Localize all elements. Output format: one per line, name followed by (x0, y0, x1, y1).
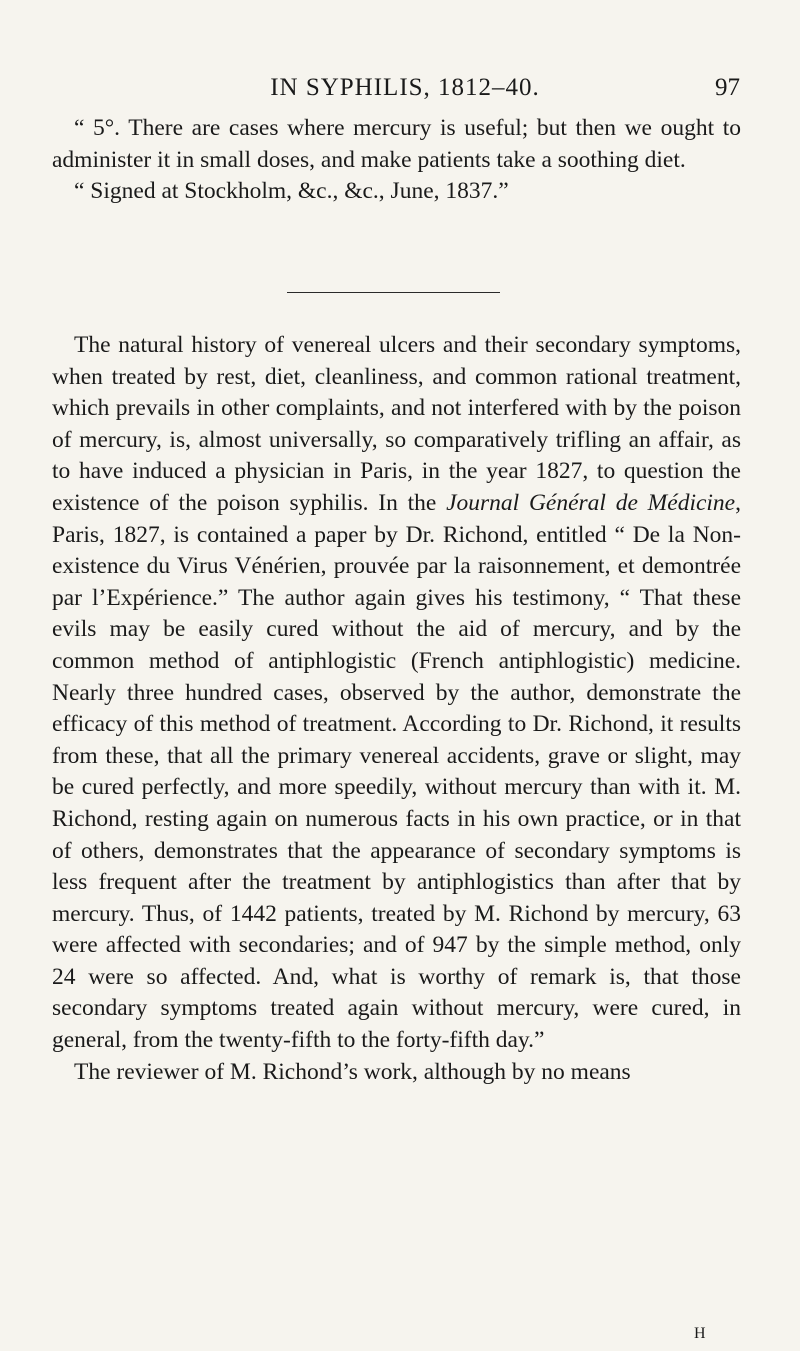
paragraph-text-a: The natural history of venereal ulcers and their secondary symptoms, when treated by rest, diet, cleanliness, and common rational treatment, which prevails in other complaints, and not interfered with by the poison of mercury, is, almost universally, so comparatively trifling an affair, as to have induced a physician in Paris, in the year 1827, to question the existence of the poison syphilis. In the (52, 332, 741, 516)
page-number: 97 (715, 74, 740, 101)
section-divider (287, 292, 500, 293)
main-text (52, 330, 741, 1088)
running-head: IN SYPHILIS, 1812–40. (270, 74, 540, 101)
numbered-point: “ 5°. There are cases where mercury is useful; but then we ought to administer it in small doses, and make patients take a soothing diet. (52, 115, 741, 173)
quoted-conclusion (52, 113, 741, 208)
signature-line: “ Signed at Stockholm, &c., &c., June, 1837.” (74, 178, 509, 205)
paragraph-reviewer: The reviewer of M. Richond’s work, although by no means (74, 1058, 631, 1085)
signature-mark: H (694, 1325, 707, 1342)
paragraph-text-b: , Paris, 1827, is contained a paper by Dr. Richond, entitled “ De la Non-existence du Virus Vénérien, prouvée par la raisonnement, et demontrée par l’Expérience.” The author again gives his testimony, “ That these evils may be easily cured without the aid of mercury, and by the common method of antiphlogistic (French antiphlogistic) medicine. Nearly three hundred cases, observed by the author, demonstrate the efficacy of this method of treatment. According to Dr. Richond, it results from these, that all the primary venereal accidents, grave or slight, may be cured perfectly, and more speedily, without mercury than with it. M. Richond, resting again on numerous facts in his own practice, or in that of others, demonstrates that the appearance of secondary symptoms is less frequent after the treatment by antiphlogistics than after that by mercury. Thus, of 1442 patients, treated by M. Richond by mercury, 63 were affected with secondaries; and of 947 by the simple method, only 24 were so affected. And, what is worthy of remark is, that those secondary symptoms treated again without mercury, were cured, in general, from the twenty-fifth to the forty-fifth day.” (52, 489, 741, 1054)
journal-title: Journal Général de Médicine (446, 489, 736, 516)
page-header (70, 74, 740, 114)
paragraph-richond (52, 330, 741, 1057)
